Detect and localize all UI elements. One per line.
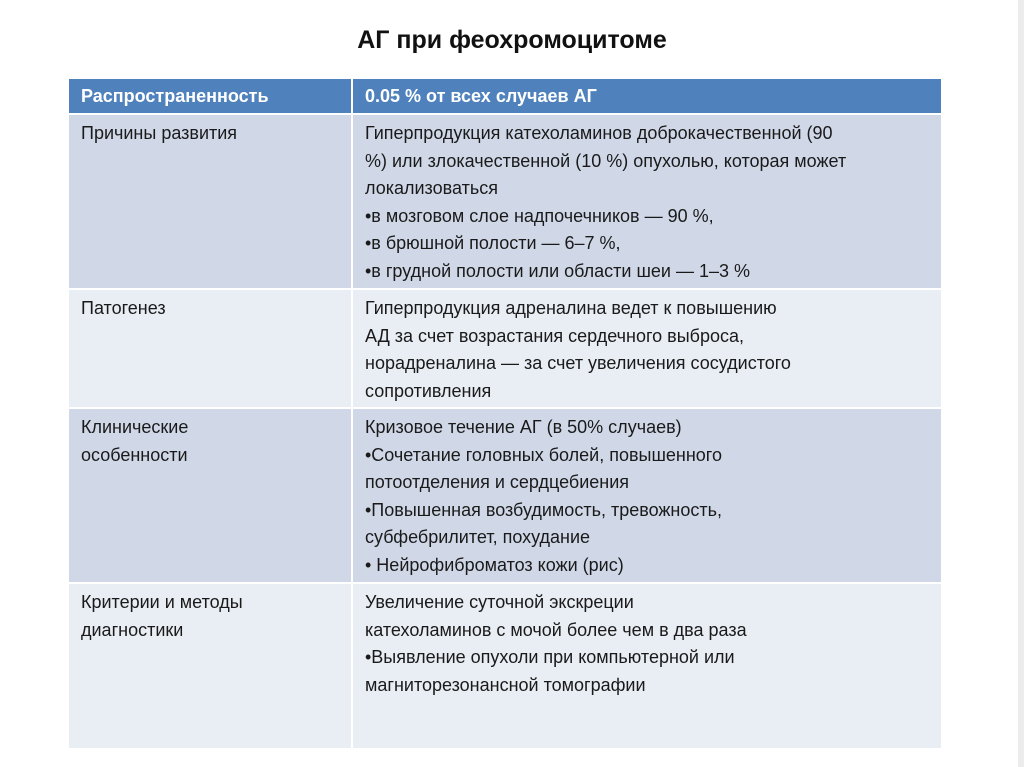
content-line: субфебрилитет, похудание [365, 527, 591, 547]
row-label-clinical [68, 408, 352, 583]
table-row [68, 583, 942, 749]
header-cell-prevalence: Распространенность [68, 78, 352, 114]
table-row [68, 289, 942, 408]
table-row [68, 114, 942, 289]
info-table [67, 77, 943, 750]
label-line: Причины развития [81, 123, 238, 143]
content-line: локализоваться [365, 178, 498, 198]
content-line: •в брюшной полости — 6–7 %, [365, 233, 621, 253]
content-line: сопротивления [365, 380, 492, 401]
row-label-pathogenesis [68, 289, 352, 408]
slide-edge [1018, 0, 1024, 767]
content-line: Кризовое течение АГ (в 50% случаев) [365, 417, 682, 437]
row-content-causes [352, 114, 942, 289]
content-line: •Сочетание головных болей, повышенного [365, 444, 722, 465]
table-row [68, 408, 942, 583]
content-line: •Повышенная возбудимость, тревожность, [365, 499, 722, 520]
row-content-pathogenesis [352, 289, 942, 408]
label-line: Критерии и методы [81, 592, 243, 612]
content-line: АД за счет возрастания сердечного выброса, [365, 325, 745, 346]
slide-title: АГ при феохромоцитоме [357, 26, 667, 54]
content-line: %) или злокачественной (10 %) опухолью, которая может [365, 150, 847, 171]
header-cell-prevalence-value: 0.05 % от всех случаев АГ [352, 78, 942, 114]
content-line: Гиперпродукция адреналина ведет к повышению [365, 298, 777, 318]
row-content-diagnostics [352, 583, 942, 749]
content-line: Гиперпродукция катехоламинов доброкачественной (90 [365, 123, 833, 143]
label-line: особенности [81, 444, 188, 465]
label-line: Клинические [81, 417, 189, 437]
content-line: • Нейрофиброматоз кожи (рис) [365, 554, 624, 575]
content-line: норадреналина — за счет увеличения сосудистого [365, 353, 791, 373]
row-label-causes [68, 114, 352, 289]
content-line: катехоламинов с мочой более чем в два раза [365, 619, 747, 640]
content-line: •в грудной полости или области шеи — 1–3 % [365, 260, 751, 281]
content-line: Увеличение суточной экскреции [365, 592, 634, 612]
row-content-clinical [352, 408, 942, 583]
label-line: Патогенез [81, 298, 166, 318]
table-header-row [68, 78, 942, 114]
content-line: магниторезонансной томографии [365, 674, 646, 695]
label-line: диагностики [81, 619, 184, 640]
content-line: •в мозговом слое надпочечников — 90 %, [365, 205, 714, 226]
content-line: потоотделения и сердцебиения [365, 472, 630, 492]
content-line: •Выявление опухоли при компьютерной или [365, 647, 735, 667]
row-label-diagnostics [68, 583, 352, 749]
